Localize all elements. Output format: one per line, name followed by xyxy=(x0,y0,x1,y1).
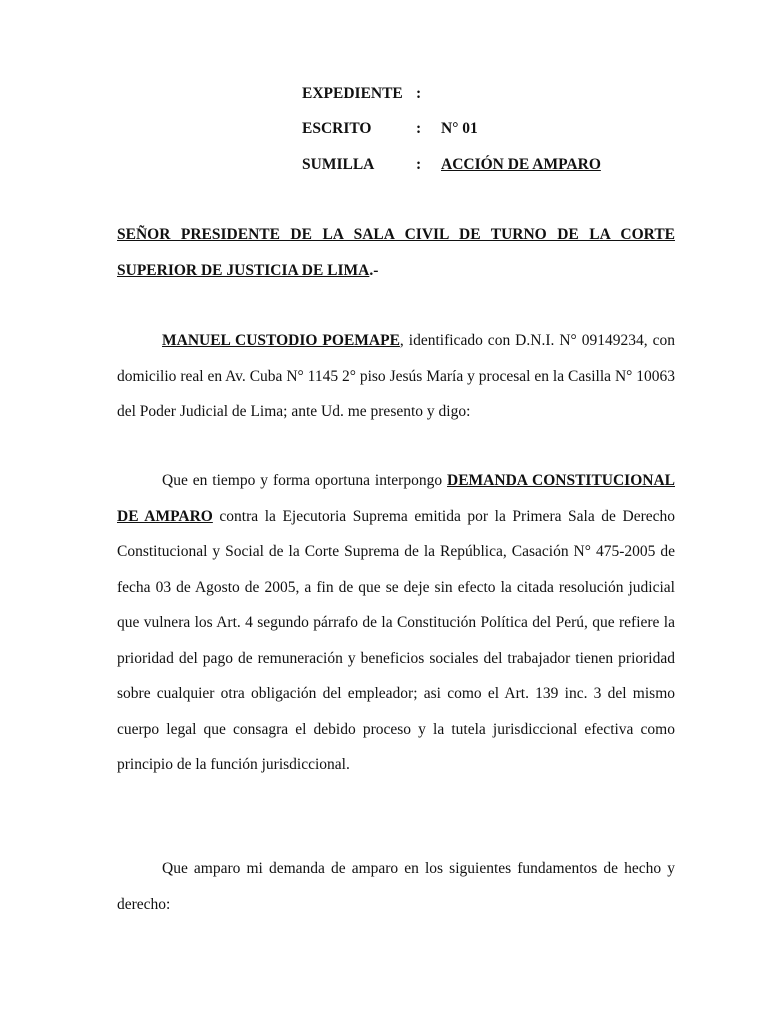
expediente-colon: : xyxy=(416,85,422,102)
escrito-colon: : xyxy=(416,120,422,137)
escrito-value: N° 01 xyxy=(441,120,478,137)
addressee-text: SEÑOR PRESIDENTE DE LA SALA CIVIL DE TURNO DE LA CORTE SUPERIOR DE JUSTICIA DE LIMA xyxy=(117,226,675,279)
petition-demand: DEMANDA CONSTITUCIONAL DE AMPARO xyxy=(117,472,675,525)
plaintiff-name: MANUEL CUSTODIO POEMAPE xyxy=(162,332,400,349)
intro-paragraph xyxy=(117,323,675,430)
expediente-label: EXPEDIENTE xyxy=(302,85,403,102)
petition-text: contra la Ejecutoria Suprema emitida por la Primera Sala de Derecho Constitucional y Social de la Corte Suprema de la República, Casación N° 475-2005 de fecha 03 de Agosto de 2005, a fin de que se deje sin efecto la citada resolución judicial que vulnera los Art. 4 segundo párrafo de la Constitución Política del Perú, que refiere la prioridad del pago de remuneración y beneficios sociales del trabajador tienen prioridad sobre cualquier otra obligación del empleador; asi como el Art. 139 inc. 3 del mismo cuerpo legal que consagra el debido proceso y la tutela jurisdiccional efectiva como principio de la función jurisdiccional. xyxy=(117,507,675,773)
grounds-paragraph xyxy=(117,851,675,922)
intro-text: , identificado con D.N.I. N° 09149234, con domicilio real en Av. Cuba N° 1145 2° piso Jesús María y procesal en la Casilla N° 10063 del Poder Judicial de Lima; ante Ud. me presento y digo: xyxy=(117,332,675,420)
petition-paragraph xyxy=(117,463,675,783)
grounds-text: Que amparo mi demanda de amparo en los siguientes fundamentos de hecho y derecho: xyxy=(117,860,675,913)
addressee-block xyxy=(117,217,675,288)
sumilla-label: SUMILLA xyxy=(302,156,375,173)
escrito-label: ESCRITO xyxy=(302,120,372,137)
sumilla-colon: : xyxy=(416,156,422,173)
addressee-suffix: .- xyxy=(369,261,379,279)
sumilla-value: ACCIÓN DE AMPARO xyxy=(441,156,601,173)
petition-lead: Que en tiempo y forma oportuna interpongo xyxy=(162,472,448,489)
